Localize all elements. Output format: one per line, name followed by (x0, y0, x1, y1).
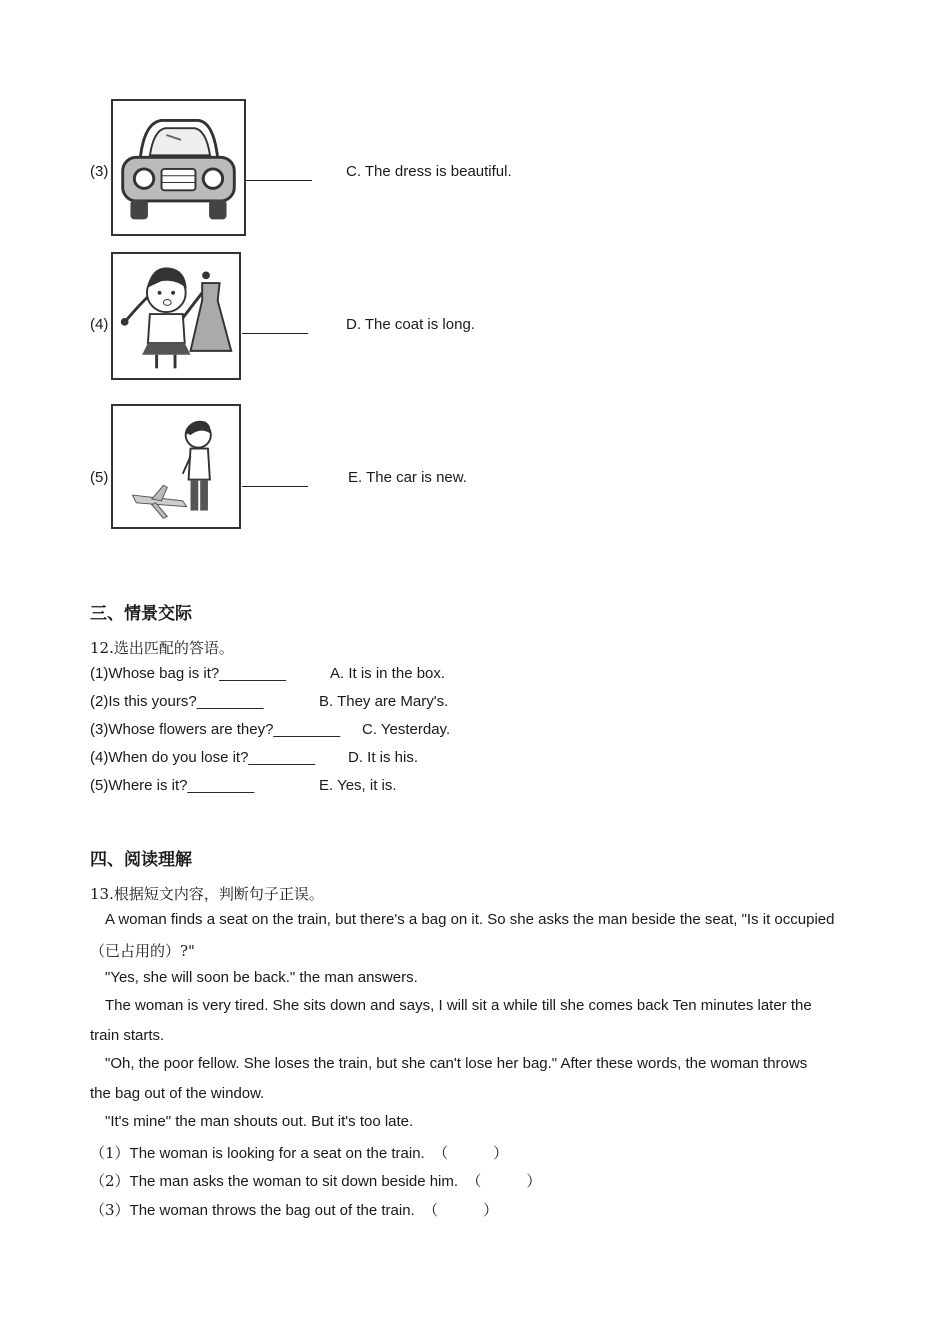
car-icon (111, 99, 246, 236)
item-number: (3) (90, 163, 109, 180)
answer-option: C. Yesterday. (362, 721, 451, 738)
statement-text: The woman is looking for a seat on the train. (129, 1145, 425, 1162)
item-number: (5) (90, 469, 109, 486)
passage-line: train starts. (90, 1027, 165, 1044)
answer-parentheses[interactable]: （ ） (423, 1201, 499, 1219)
statement-number: （3） (90, 1201, 130, 1219)
passage-line: the bag out of the window. (90, 1085, 265, 1102)
section-heading: 三、情景交际 (90, 604, 192, 624)
question-row: (4)When do you lose it?________ (90, 749, 316, 766)
statement-number: （1） (90, 1144, 130, 1162)
answer-blank[interactable] (246, 166, 312, 181)
answer-option: D. It is his. (348, 749, 419, 766)
section-heading: 四、阅读理解 (90, 850, 192, 870)
passage-line: "Oh, the poor fellow. She loses the train, but she can't lose her bag." After these words, the woman throws (105, 1055, 808, 1072)
statement-text: The man asks the woman to sit down beside him. (129, 1173, 459, 1190)
answer-parentheses[interactable]: （ ） (466, 1172, 542, 1190)
question-title: 12.选出匹配的答语。 (90, 639, 234, 657)
statement-number: （2） (90, 1172, 130, 1190)
option-text: E. The car is new. (348, 469, 467, 486)
passage-line: A woman finds a seat on the train, but there's a bag on it. So she asks the man beside the seat, "Is it occupied (105, 911, 835, 928)
answer-blank[interactable] (242, 472, 308, 487)
answer-option: E. Yes, it is. (319, 777, 397, 794)
item-number: (4) (90, 316, 109, 333)
question-row: (5)Where is it?________ (90, 777, 255, 794)
girl-holding-dress-icon (111, 252, 241, 380)
answer-blank[interactable] (242, 319, 308, 334)
boy-with-toy-plane-icon (111, 404, 241, 529)
answer-parentheses[interactable]: （ ） (433, 1144, 509, 1162)
statement-row (90, 1199, 498, 1220)
option-text: D. The coat is long. (346, 316, 475, 333)
answer-option: A. It is in the box. (330, 665, 446, 682)
answer-option: B. They are Mary's. (319, 693, 449, 710)
statement-row (90, 1142, 508, 1163)
question-title: 13.根据短文内容，判断句子正误。 (90, 885, 324, 903)
question-row: (2)Is this yours?________ (90, 693, 264, 710)
passage-line: "Yes, she will soon be back." the man answers. (105, 969, 418, 986)
statement-row (90, 1170, 541, 1191)
question-row: (1)Whose bag is it?________ (90, 665, 286, 682)
question-row: (3)Whose flowers are they?________ (90, 721, 341, 738)
statement-text: The woman throws the bag out of the train. (129, 1202, 415, 1219)
passage-line: "It's mine" the man shouts out. But it's too late. (105, 1113, 414, 1130)
option-text: C. The dress is beautiful. (346, 163, 512, 180)
passage-line: （已占用的）?" (90, 942, 195, 960)
passage-line: The woman is very tired. She sits down and says, I will sit a while till she comes back Ten minutes later the (105, 997, 812, 1014)
